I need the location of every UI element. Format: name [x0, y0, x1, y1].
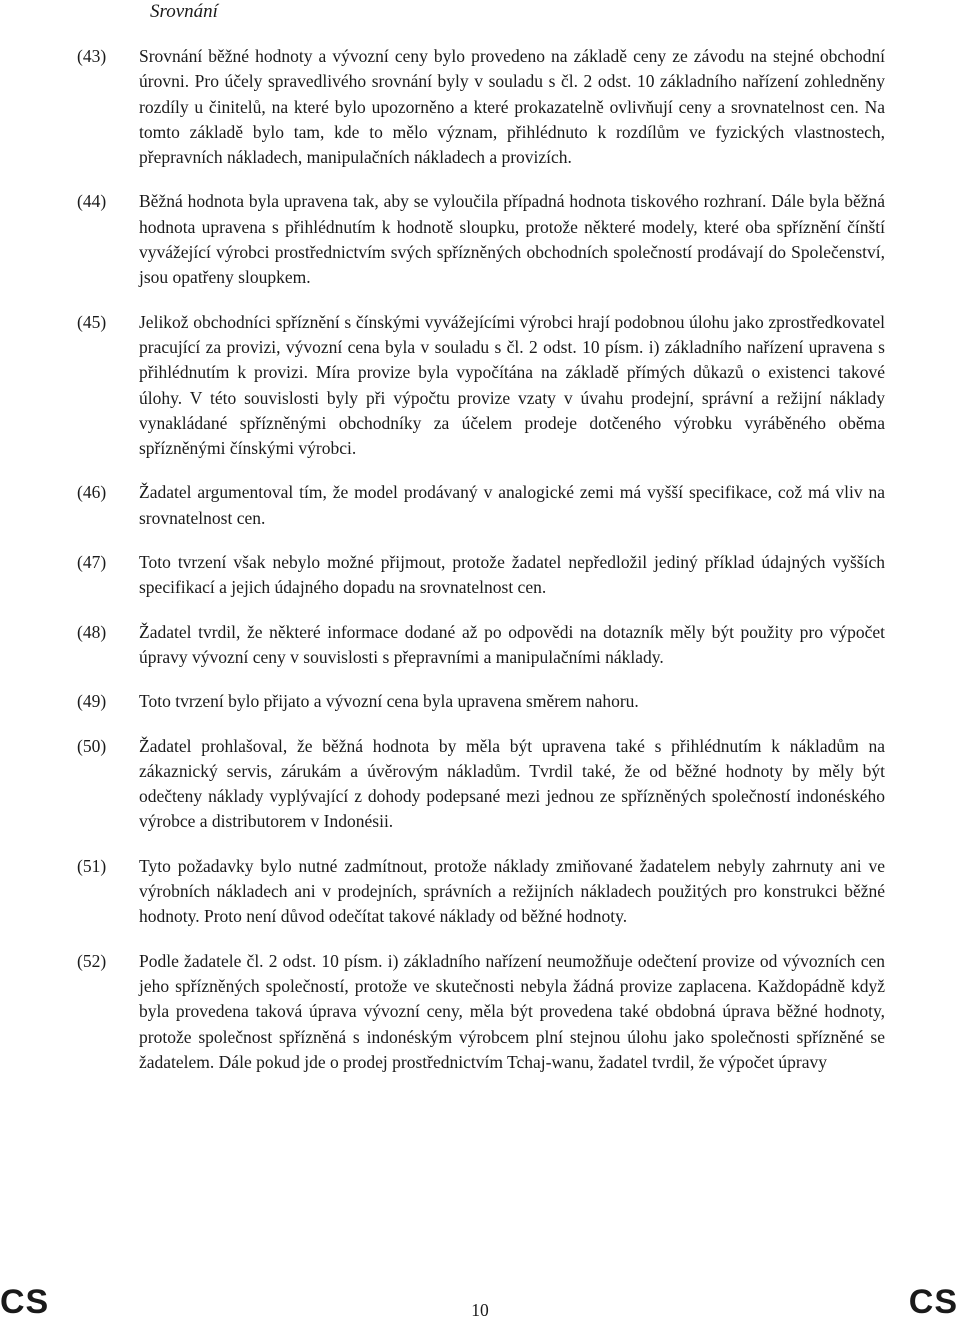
paragraph-text: Podle žadatele čl. 2 odst. 10 písm. i) základního nařízení neumožňuje odečtení provize od vývozních cen jeho spřízněných společností, protože ve skutečnosti nebyla žádná provize zaplacena. Každopádně když byla provedena taková úprava vývozní ceny, měla být provedena také obdobná úprava běžné hodnoty, protože společnost spřízněná s indonéským výrobcem plní stejnou úlohu jako společnosti spřízněné se žadatelem. Dále pokud jde o prodej prostřednictvím Tchaj-wanu, žadatel tvrdil, že výpočet úpravy: [139, 950, 885, 1072]
paragraph-47: [0, 550, 960, 601]
paragraph-number: (47): [77, 552, 107, 573]
paragraph-text: Žadatel prohlašoval, že běžná hodnota by měla být upravena také s přihlédnutím k nákladům na zákaznický servis, zárukám a úvěrovým nákladům. Tvrdil také, že od běžné hodnoty by měly být odečteny náklady vyplývající z dohody podepsané mezi jednou ze spřízněných společností indonéského výrobce a distributorem v Indonésii.: [139, 735, 885, 832]
paragraph-number: (48): [77, 621, 107, 642]
paragraph-45: [0, 310, 960, 462]
paragraph-number: (45): [77, 311, 107, 332]
paragraph-text: Toto tvrzení bylo přijato a vývozní cena byla upravena směrem nahoru.: [139, 691, 639, 712]
paragraph-50: [0, 734, 960, 835]
document-body: [0, 44, 960, 1094]
paragraph-49: [0, 689, 960, 714]
paragraph-number: (50): [77, 735, 107, 756]
paragraph-44: [0, 189, 960, 290]
paragraph-51: [0, 854, 960, 930]
paragraph-text: Žadatel argumentoval tím, že model prodávaný v analogické zemi má vyšší specifikace, což má vliv na srovnatelnost cen.: [139, 482, 885, 528]
paragraph-number: (46): [77, 482, 107, 503]
paragraph-text: Žadatel tvrdil, že některé informace dodané až po odpovědi na dotazník měly být použity pro výpočet úpravy vývozní ceny v souvislosti s přepravními a manipulačními náklady.: [139, 621, 885, 667]
paragraph-text: Toto tvrzení však nebylo možné přijmout, protože žadatel nepředložil jediný příklad údajných vyšších specifikací a jejich údajného dopadu na srovnatelnost cen.: [139, 552, 885, 598]
paragraph-number: (51): [77, 855, 107, 876]
paragraph-text: Tyto požadavky bylo nutné zadmítnout, protože náklady zmiňované žadatelem nebyly zahrnuty ani ve výrobních nákladech ani v prodejních, správních a režijních nákladech použitých pro konstrukci běžné hodnoty. Proto není důvod odečítat takové náklady od běžné hodnoty.: [139, 855, 885, 927]
paragraph-number: (43): [77, 46, 107, 66]
paragraph-number: (49): [77, 691, 107, 712]
paragraph-number: (44): [77, 191, 107, 212]
page-number: 10: [471, 1300, 489, 1320]
paragraph-number: (52): [77, 950, 107, 971]
paragraph-43: [0, 44, 960, 170]
language-code-left: CS: [0, 1283, 50, 1321]
paragraph-48: [0, 620, 960, 671]
language-code-right: CS: [908, 1283, 958, 1321]
paragraph-text: Srovnání běžné hodnoty a vývozní ceny bylo provedeno na základě ceny ze závodu na stejné obchodní úrovni. Pro účely spravedlivého srovnání byly v souladu s čl. 2 odst. 10 základního nařízení zohledněny rozdíly u činitelů, na které bylo upozorněno a které prokazatelně ovlivňují ceny a srovnatelnost cen. Na tomto základě bylo tam, kde to mělo význam, přihlédnuto k rozdílům ve fyzických vlastnostech, přepravních nákladech, manipulačních nákladech a provizích.: [139, 46, 885, 168]
paragraph-52: [0, 949, 960, 1075]
paragraph-46: [0, 480, 960, 531]
paragraph-text: Jelikož obchodníci spříznění s čínskými vyvážejícími výrobci hrají podobnou úlohu jako zprostředkovatel pracující za provizi, vývozní cena byla v souladu s čl. 2 odst. 10 písm. i) základního nařízení upravena s přihlédnutím k provizi. Míra provize byla vypočítána na základě přímých důkazů o existenci takové úlohy. V této souvislosti byly při výpočtu provize vzaty v úvahu prodejní, správní a režijní náklady vynakládané spřízněnými obchodníky za účelem prodeje dotčeného výrobku vyráběného oběma spřízněnými čínskými výrobci.: [139, 311, 885, 459]
paragraph-text: Běžná hodnota byla upravena tak, aby se vyloučila případná hodnota tiskového rozhraní. Dále byla běžná hodnota upravena s přihlédnutím k hodnotě sloupku, protože některé modely, které oba spříznění čínští vyvážející výrobci prostřednictvím svých spřízněných obchodních společností prodávají do Společenství, jsou opatřeny sloupkem.: [139, 191, 885, 288]
section-title: Srovnání: [150, 1, 218, 22]
